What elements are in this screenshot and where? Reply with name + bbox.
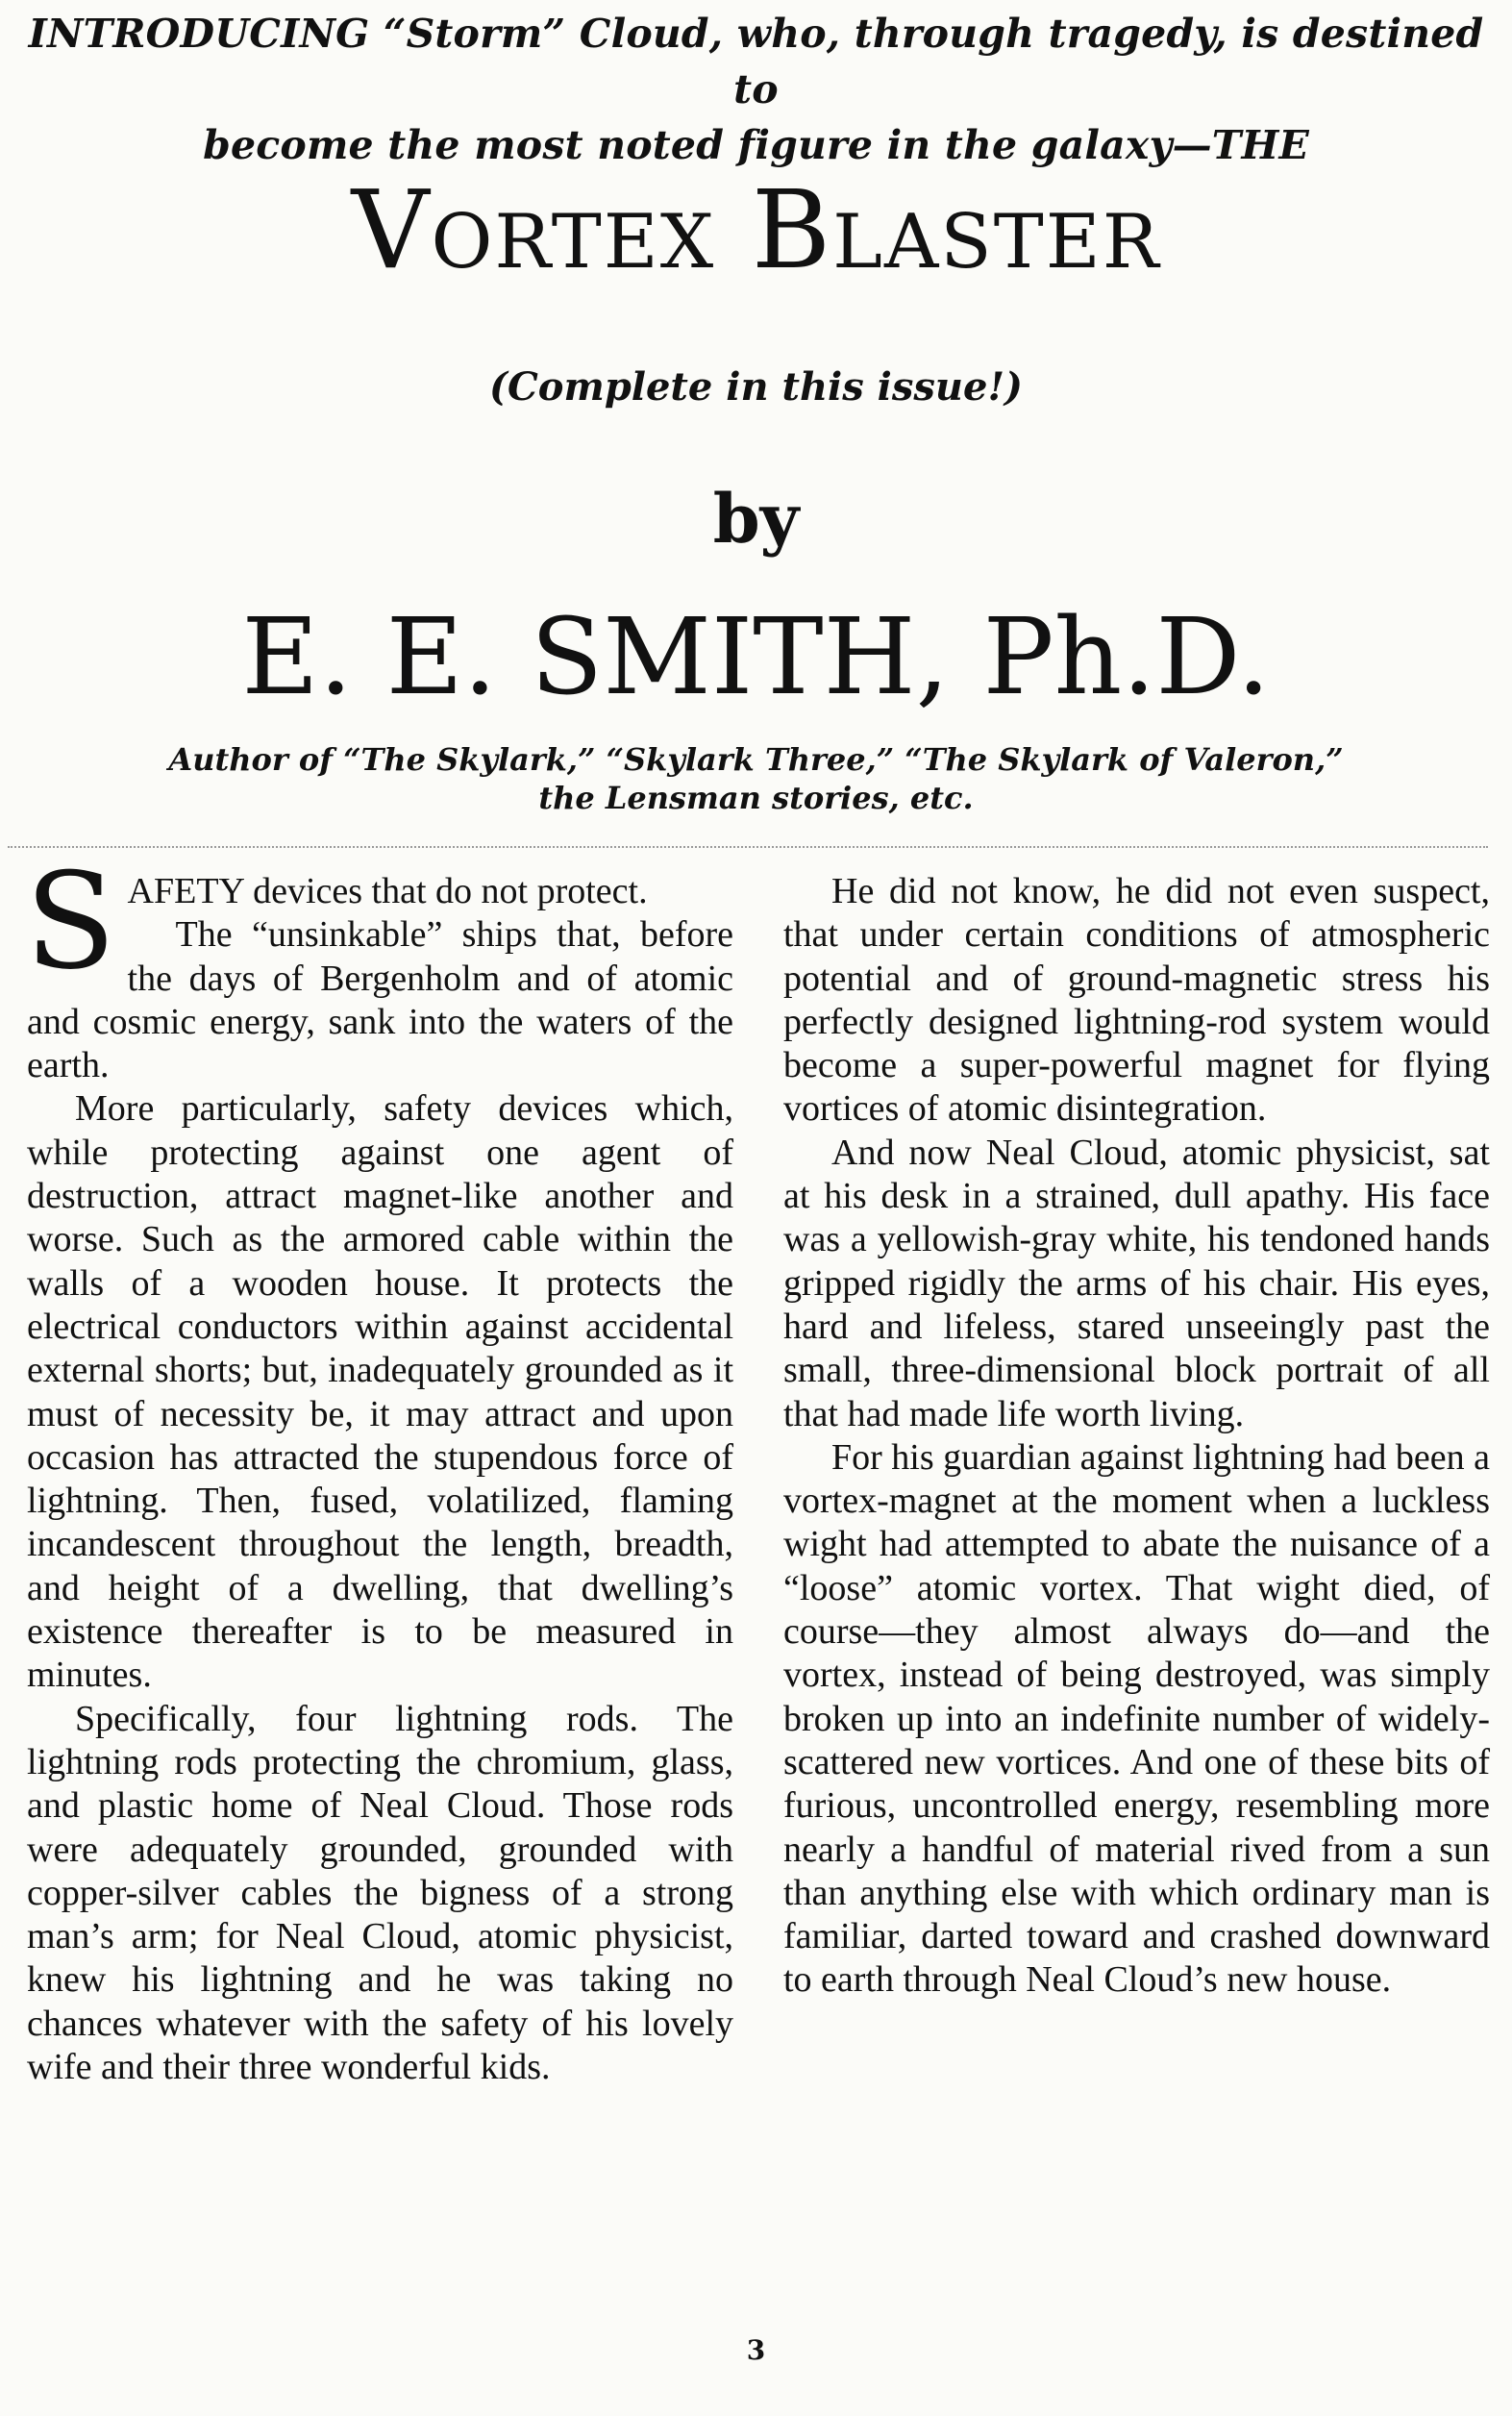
divider bbox=[8, 846, 1488, 848]
story-subtitle: (Complete in this issue!) bbox=[489, 364, 1023, 410]
drop-cap: S bbox=[25, 844, 116, 999]
left-column bbox=[25, 844, 733, 2089]
paragraph: For his guardian against lightning had been a vortex-magnet at the moment when a luckless wight had attempted to abate the nuisance of a “loose” atomic vortex. That wight died, of course—they almost always do—and the vortex, instead of being destroyed, was simply broken up into an indefinite number of widely-scattered new vortices. And one of these bits of furious, uncontrolled energy, resembling more nearly a handful of material rived from a sun than anything else with which ordinary man is familiar, darted toward and crashed downward to earth through Neal Cloud’s new house. bbox=[783, 1436, 1490, 2001]
paragraph: AFETY devices that do not protect. bbox=[127, 871, 648, 911]
intro-blurb bbox=[0, 6, 1512, 173]
byline: by bbox=[712, 479, 800, 559]
paragraph: More particularly, safety devices which, while protecting against one agent of destruction, attract magnet-like another and worse. Such as the armored cable within the walls of a wooden house. It protects the electrical conductors within against accidental external shorts; but, inadequately grounded as it must of necessity be, it may attract and upon occasion has attracted the stupendous force of lightning. Then, fused, volatilized, flaming incandescent throughout the length, breadth, and height of a dwelling, that dwelling’s existence thereafter is to be measured in minutes. bbox=[27, 1088, 733, 1696]
paragraph: Specifically, four lightning rods. The lightning rods protecting the chromium, glass, and plastic home of Neal Cloud. Those rods were adequately grounded, grounded with copper-silver cables the bigness of a strong man’s arm; for Neal Cloud, atomic physicist, knew his lightning and he was taking no chances whatever with the safety of his lovely wife and their three wonderful kids. bbox=[27, 1698, 733, 2088]
paragraph: And now Neal Cloud, atomic physicist, sat at his desk in a strained, dull apathy. His face was a yellowish-gray white, his tendoned hands gripped rigidly the arms of his chair. His eyes, hard and lifeless, stared unseeingly past the small, three-dimensional block portrait of all that had made life worth living. bbox=[783, 1132, 1490, 1434]
story-title: Vortex Blaster bbox=[351, 168, 1161, 293]
credits-line-1: Author of “The Skylark,” “Skylark Three,” “The Skylark of Valeron,” bbox=[168, 741, 1344, 778]
paragraph: He did not know, he did not even suspect, that under certain conditions of atmospheric potential and of ground-magnetic stress his perfectly designed lightning-rod system would become a super-powerful magnet for flying vortices of atomic disintegration. bbox=[783, 871, 1490, 1130]
credits-line-2: the Lensman stories, etc. bbox=[538, 780, 974, 816]
author-credits bbox=[0, 740, 1512, 817]
intro-line-2: become the most noted figure in the galaxy—THE bbox=[203, 122, 1309, 168]
intro-line-1: INTRODUCING “Storm” Cloud, who, through tragedy, is destined to bbox=[28, 11, 1484, 112]
paragraph: The “unsinkable” ships that, before the days of Bergenholm and of atomic and cosmic energy, sank into the waters of the earth. bbox=[27, 914, 733, 1086]
author-name: E. E. SMITH, Ph.D. bbox=[241, 595, 1271, 718]
page-number: 3 bbox=[746, 2334, 766, 2366]
right-column bbox=[783, 870, 1490, 2003]
